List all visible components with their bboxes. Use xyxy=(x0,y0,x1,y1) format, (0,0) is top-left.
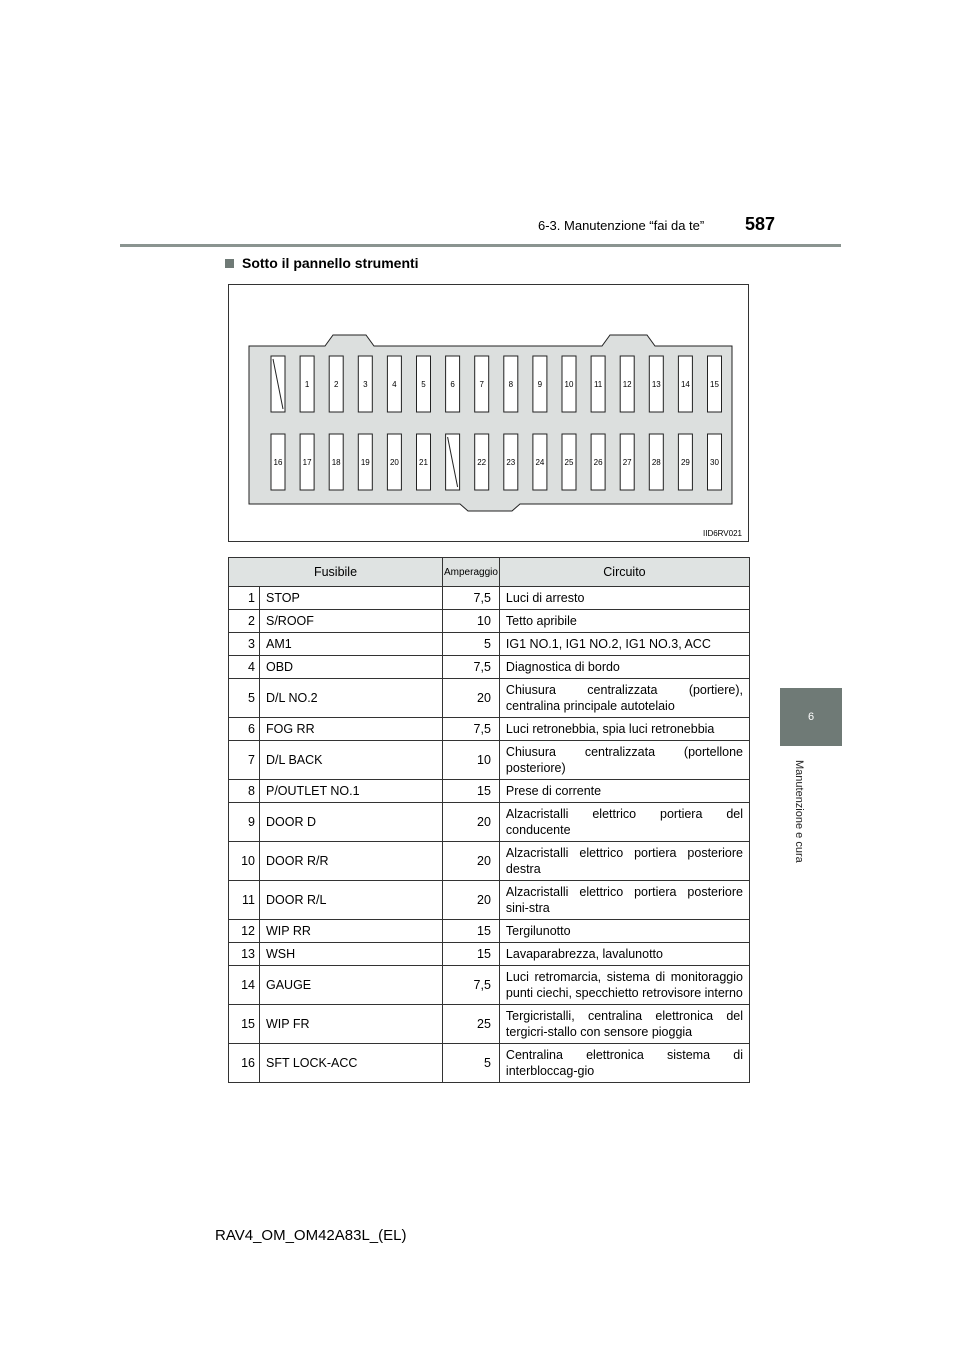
fuse-circuit: IG1 NO.1, IG1 NO.2, IG1 NO.3, ACC xyxy=(499,633,749,656)
fuse-circuit: Tetto apribile xyxy=(499,610,749,633)
chapter-tab: 6 xyxy=(780,688,842,746)
fuse-number-label: 27 xyxy=(622,458,632,467)
fuse-circuit: Luci retromarcia, sistema di monitoraggio punti ciechi, specchietto retrovisore interno xyxy=(499,966,749,1005)
fuse-number-label: 15 xyxy=(710,380,719,389)
fuse-number-label: 10 xyxy=(564,380,574,389)
fuse-number-label: 5 xyxy=(421,380,426,389)
fuse-number: 2 xyxy=(229,610,260,633)
header-fuse: Fusibile xyxy=(229,558,443,587)
fuse-circuit: Prese di corrente xyxy=(499,780,749,803)
fuse-number-label: 8 xyxy=(508,380,514,389)
table-row xyxy=(229,741,750,780)
table-row xyxy=(229,943,750,966)
fuse-number-label: 7 xyxy=(479,380,484,389)
figure-id: IID6RV021 xyxy=(703,529,742,538)
table-row xyxy=(229,881,750,920)
table-row xyxy=(229,1044,750,1083)
table-row xyxy=(229,587,750,610)
fuse-amperage: 7,5 xyxy=(443,966,500,1005)
section-heading-text: Sotto il pannello strumenti xyxy=(242,255,419,271)
table-row xyxy=(229,1005,750,1044)
fuse-name: SFT LOCK-ACC xyxy=(260,1044,443,1083)
fuse-circuit: Tergilunotto xyxy=(499,920,749,943)
footer-doc-code: RAV4_OM_OM42A83L_(EL) xyxy=(215,1227,407,1244)
fuse-number: 14 xyxy=(229,966,260,1005)
table-row xyxy=(229,780,750,803)
fuse-number-label: 29 xyxy=(680,458,690,467)
fuse-amperage: 15 xyxy=(443,943,500,966)
fuse-number: 11 xyxy=(229,881,260,920)
table-row xyxy=(229,966,750,1005)
fuse-name: S/ROOF xyxy=(260,610,443,633)
fuse-number-label: 25 xyxy=(564,458,574,467)
fuse-name: DOOR R/L xyxy=(260,881,443,920)
fuse-circuit: Luci retronebbia, spia luci retronebbia xyxy=(499,718,749,741)
fuse-amperage: 7,5 xyxy=(443,656,500,679)
fuse-circuit: Alzacristalli elettrico portiera del conducente xyxy=(499,803,749,842)
fuse-name: D/L NO.2 xyxy=(260,679,443,718)
fuse-number-label: 11 xyxy=(593,380,603,389)
fuse-circuit: Diagnostica di bordo xyxy=(499,656,749,679)
fuse-number-label: 23 xyxy=(506,458,516,467)
fuse-amperage: 5 xyxy=(443,633,500,656)
square-bullet-icon xyxy=(225,259,234,268)
fuse-number-label: 9 xyxy=(537,380,543,389)
table-row xyxy=(229,656,750,679)
header-amperage: Amperaggio xyxy=(443,558,500,587)
fuse-number-label: 24 xyxy=(535,458,545,467)
fuse-name: DOOR D xyxy=(260,803,443,842)
fuse-name: P/OUTLET NO.1 xyxy=(260,780,443,803)
header-circuit: Circuito xyxy=(499,558,749,587)
fuse-number: 9 xyxy=(229,803,260,842)
fuse-name: AM1 xyxy=(260,633,443,656)
fuse-amperage: 20 xyxy=(443,842,500,881)
fuse-number-label: 22 xyxy=(477,458,487,467)
fuse-number-label: 19 xyxy=(360,458,370,467)
fuse-number: 15 xyxy=(229,1005,260,1044)
fuse-number-label: 12 xyxy=(622,380,632,389)
fuse-circuit: Chiusura centralizzata (portiere), centralina principale autotelaio xyxy=(499,679,749,718)
table-row xyxy=(229,610,750,633)
chapter-tab-label: Manutenzione e cura xyxy=(793,760,805,863)
fuse-box-diagram xyxy=(228,284,749,542)
fuse-table xyxy=(228,557,750,1083)
table-row xyxy=(229,679,750,718)
fuse-number: 1 xyxy=(229,587,260,610)
fuse-amperage: 25 xyxy=(443,1005,500,1044)
fuse-amperage: 20 xyxy=(443,881,500,920)
fuse-circuit: Chiusura centralizzata (portellone posteriore) xyxy=(499,741,749,780)
fuse-number: 7 xyxy=(229,741,260,780)
fuse-number: 16 xyxy=(229,1044,260,1083)
fuse-name: FOG RR xyxy=(260,718,443,741)
fuse-number: 5 xyxy=(229,679,260,718)
fuse-number-label: 21 xyxy=(419,458,428,467)
fuse-amperage: 15 xyxy=(443,780,500,803)
fuse-circuit: Alzacristalli elettrico portiera posteriore sini-stra xyxy=(499,881,749,920)
table-row xyxy=(229,718,750,741)
fuse-number-label: 30 xyxy=(710,458,719,467)
fuse-number-label: 4 xyxy=(392,380,397,389)
fuse-name: WSH xyxy=(260,943,443,966)
fuse-name: WIP FR xyxy=(260,1005,443,1044)
table-row xyxy=(229,920,750,943)
fuse-number: 6 xyxy=(229,718,260,741)
fuse-name: DOOR R/R xyxy=(260,842,443,881)
fuse-amperage: 20 xyxy=(443,679,500,718)
fuse-amperage: 7,5 xyxy=(443,718,500,741)
fuse-amperage: 7,5 xyxy=(443,587,500,610)
fuse-circuit: Lavaparabrezza, lavalunotto xyxy=(499,943,749,966)
fuse-number-label: 16 xyxy=(273,458,283,467)
fuse-amperage: 20 xyxy=(443,803,500,842)
fuse-number-label: 2 xyxy=(333,380,339,389)
fuse-number-label: 17 xyxy=(302,458,312,467)
fuse-number: 10 xyxy=(229,842,260,881)
fuse-amperage: 5 xyxy=(443,1044,500,1083)
fuse-number-label: 20 xyxy=(389,458,399,467)
header-section-title: 6-3. Manutenzione “fai da te” xyxy=(538,218,705,233)
fuse-name: STOP xyxy=(260,587,443,610)
fuse-circuit: Tergicristalli, centralina elettronica del tergicri-stallo con sensore pioggia xyxy=(499,1005,749,1044)
table-row xyxy=(229,803,750,842)
section-heading xyxy=(225,255,419,271)
fuse-number: 4 xyxy=(229,656,260,679)
table-header-row xyxy=(229,558,750,587)
fuse-circuit: Centralina elettronica sistema di interbloccag-gio xyxy=(499,1044,749,1083)
fuse-amperage: 10 xyxy=(443,610,500,633)
page-number: 587 xyxy=(745,214,776,234)
fuse-number: 8 xyxy=(229,780,260,803)
fuse-number-label: 26 xyxy=(593,458,603,467)
fuse-number-label: 3 xyxy=(363,380,368,389)
fuse-number-label: 1 xyxy=(304,380,310,389)
fuse-name: WIP RR xyxy=(260,920,443,943)
fuse-number-label: 13 xyxy=(651,380,661,389)
header-divider xyxy=(120,244,841,247)
fuse-amperage: 15 xyxy=(443,920,500,943)
fuse-number-label: 6 xyxy=(450,380,455,389)
table-row xyxy=(229,633,750,656)
fuse-circuit: Luci di arresto xyxy=(499,587,749,610)
fuse-number: 13 xyxy=(229,943,260,966)
fuse-number-label: 14 xyxy=(680,380,690,389)
table-row xyxy=(229,842,750,881)
fuse-amperage: 10 xyxy=(443,741,500,780)
fuse-number: 3 xyxy=(229,633,260,656)
fuse-circuit: Alzacristalli elettrico portiera posteriore destra xyxy=(499,842,749,881)
fuse-number-label: 18 xyxy=(331,458,341,467)
fuse-number: 12 xyxy=(229,920,260,943)
fuse-number-label: 28 xyxy=(651,458,661,467)
fuse-box-svg xyxy=(229,285,750,543)
fuse-name: GAUGE xyxy=(260,966,443,1005)
fuse-name: D/L BACK xyxy=(260,741,443,780)
fuse-name: OBD xyxy=(260,656,443,679)
